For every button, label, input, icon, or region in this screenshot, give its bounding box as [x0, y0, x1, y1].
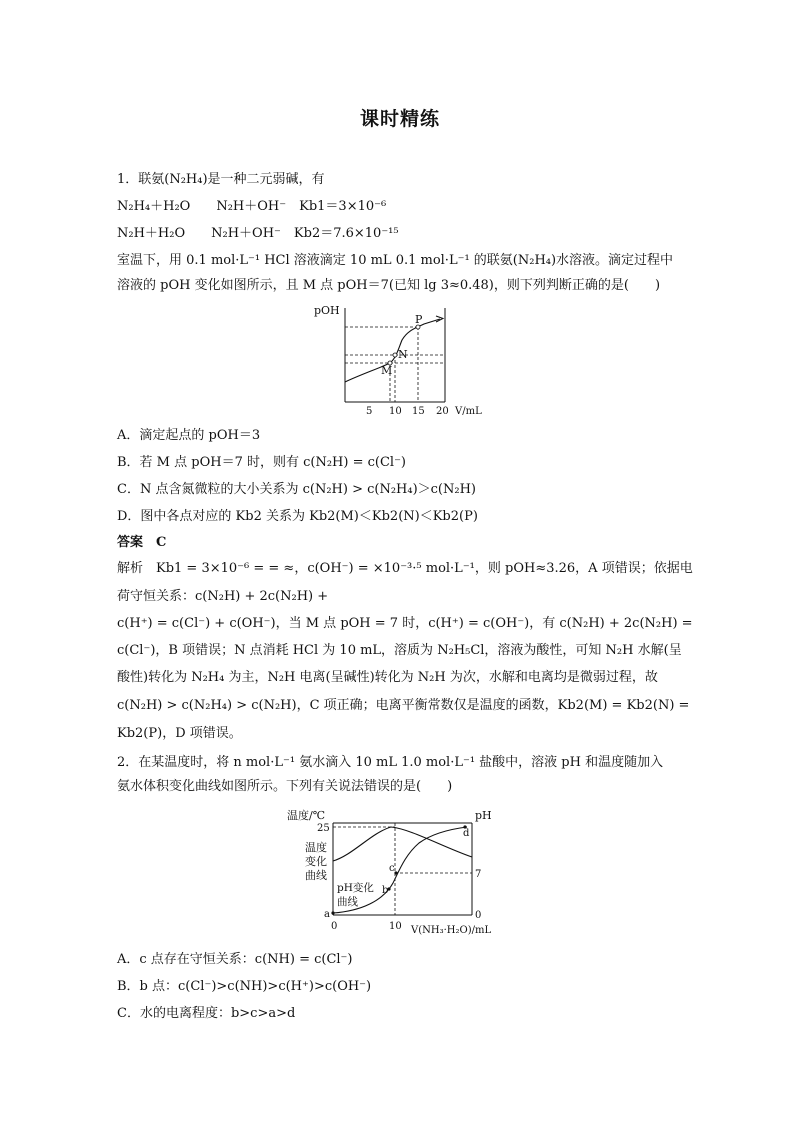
q2-point-b: b — [382, 885, 389, 896]
q2-right-axis-label: pH — [475, 809, 492, 822]
q2-point-d: d — [463, 828, 470, 839]
q2-left-tick-25: 25 — [317, 823, 330, 834]
q1-equation-2: N₂H＋H₂O N₂H＋OH⁻ Kb2＝7.6×10⁻¹⁵ — [117, 226, 399, 241]
q1-point-p: P — [415, 313, 423, 326]
q1-x-tick-20: 20 — [436, 406, 449, 417]
q1-stem: 1．联氨(N₂H₄)是一种二元弱碱，有 — [117, 172, 325, 187]
q2-x-tick-10: 10 — [389, 921, 402, 932]
q1-analysis-line-2: 荷守恒关系：c(N₂H) + 2c(N₂H) + — [117, 589, 329, 604]
q1-analysis-line-5: 酸性)转化为 N₂H₄ 为主，N₂H 电离(呈碱性)转化为 N₂H 为次，水解和电离均是微弱过程，故 — [117, 670, 658, 685]
q1-poh-curve — [345, 319, 440, 382]
q1-equation-1: N₂H₄＋H₂O N₂H＋OH⁻ Kb1＝3×10⁻⁶ — [117, 199, 387, 214]
q2-right-tick-0: 0 — [475, 910, 482, 921]
q2-temperature-curve — [333, 827, 472, 861]
q1-analysis-line-6: c(N₂H) > c(N₂H₄) > c(N₂H)，C 项正确；电离平衡常数仅是温度的函数，Kb2(M) = Kb2(N) = — [117, 698, 690, 713]
q2-ph-label-1: pH变化 — [337, 882, 374, 894]
q2-temp-label-3: 曲线 — [305, 869, 327, 882]
q1-analysis-line-4: c(Cl⁻)，B 项错误；N 点消耗 HCl 为 10 mL，溶质为 N₂H₅Cl，溶液为酸性，可知 N₂H 水解(呈 — [117, 643, 682, 658]
q1-point-m: M — [381, 364, 393, 377]
q2-left-axis-label: 温度/℃ — [287, 809, 326, 822]
q1-point-n: N — [398, 348, 408, 361]
q1-x-tick-15: 15 — [412, 406, 425, 417]
q1-analysis-line-3: c(H⁺) = c(Cl⁻) + c(OH⁻)，当 M 点 pOH = 7 时，c(H⁺) = c(OH⁻)，有 c(N₂H) + 2c(N₂H) = — [117, 616, 693, 631]
q1-x-tick-5: 5 — [366, 406, 373, 417]
q1-option-d: D．图中各点对应的 Kb2 关系为 Kb2(M)＜Kb2(N)＜Kb2(P) — [117, 509, 478, 524]
q2-option-a: A．c 点存在守恒关系：c(NH) = c(Cl⁻) — [117, 952, 353, 967]
q2-option-c: C．水的电离程度：b>c>a>d — [117, 1006, 296, 1021]
q2-x-origin: 0 — [331, 921, 338, 932]
q1-poh-chart — [312, 300, 502, 420]
q2-temp-label-2: 变化 — [305, 855, 327, 868]
q2-ph-label-2: 曲线 — [337, 896, 358, 908]
q1-analysis-line-1: 解析 Kb1 = 3×10⁻⁶ = = ≈，c(OH⁻) = ×10⁻³·⁵ mol·L⁻¹，则 pOH≈3.26，A 项错误；依据电 — [117, 561, 693, 576]
q1-option-b: B．若 M 点 pOH＝7 时，则有 c(N₂H) = c(Cl⁻) — [117, 455, 407, 470]
page-title: 课时精练 — [359, 108, 440, 130]
q2-right-tick-7: 7 — [475, 869, 482, 880]
q2-option-b: B．b 点：c(Cl⁻)>c(NH)>c(H⁺)>c(OH⁻) — [117, 979, 372, 994]
q1-x-label: V/mL — [455, 406, 482, 417]
q1-analysis-line-7: Kb2(P)，D 项错误。 — [117, 726, 242, 741]
q2-point-c: c — [389, 863, 395, 874]
q2-stem-line-2: 氨水体积变化曲线如图所示。下列有关说法错误的是( ) — [117, 779, 453, 794]
q1-context-line-1: 室温下，用 0.1 mol·L⁻¹ HCl 溶液滴定 10 mL 0.1 mol·L⁻¹ 的联氨(N₂H₄)水溶液。滴定过程中 — [117, 253, 674, 268]
q1-option-a: A．滴定起点的 pOH＝3 — [117, 428, 261, 443]
q1-y-label: pOH — [314, 304, 340, 317]
q2-temp-label-1: 温度 — [305, 841, 327, 854]
q1-x-tick-10: 10 — [389, 406, 402, 417]
q2-x-label: V(NH₃·H₂O)/mL — [411, 925, 492, 936]
q1-answer: 答案 C — [117, 535, 167, 550]
q2-temp-ph-chart — [283, 805, 523, 940]
q1-option-c: C．N 点含氮微粒的大小关系为 c(N₂H) > c(N₂H₄)＞c(N₂H) — [117, 482, 476, 497]
q2-stem-line-1: 2．在某温度时，将 n mol·L⁻¹ 氨水滴入 10 mL 1.0 mol·L⁻¹ 盐酸中，溶液 pH 和温度随加入 — [117, 755, 664, 770]
q2-point-a: a — [324, 909, 330, 920]
q1-context-line-2: 溶液的 pOH 变化如图所示，且 M 点 pOH＝7(已知 lg 3≈0.48)，则下列判断正确的是( ) — [117, 278, 661, 293]
